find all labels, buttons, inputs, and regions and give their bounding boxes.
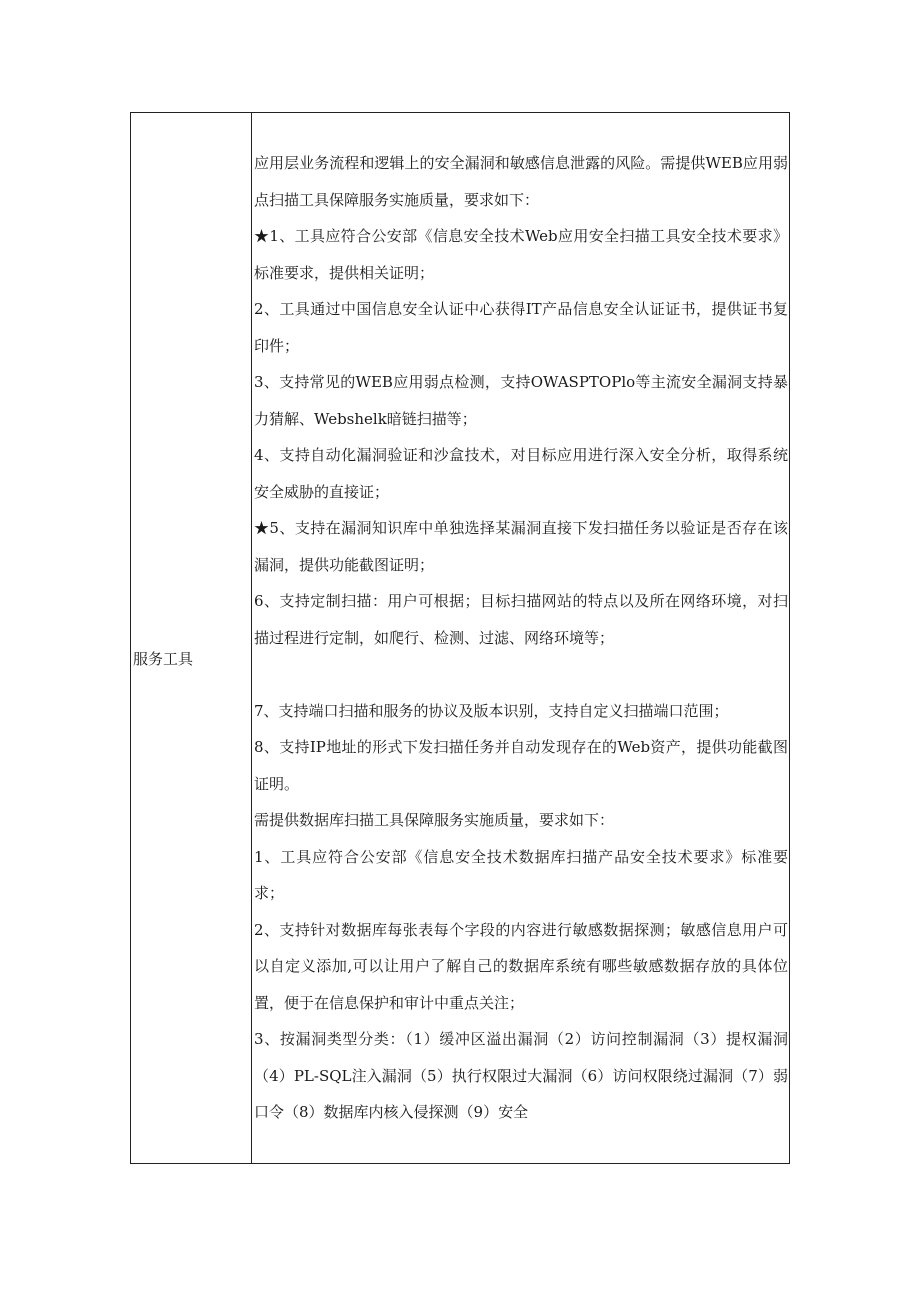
web-requirement-3: 3、支持常见的WEB应用弱点检测，支持OWASPTOPlo等主流安全漏洞支持暴力猜解、Webshelk暗链扫描等； <box>254 373 788 428</box>
web-requirement-7: 7、支持端口扫描和服务的协议及版本识别，支持自定义扫描端口范围； <box>254 701 729 720</box>
web-requirement-1: ★1、工具应符合公安部《信息安全技术Web应用安全扫描工具安全技术要求》标准要求，提供相关证明； <box>254 227 788 282</box>
db-requirement-1: 1、工具应符合公安部《信息安全技术数据库扫描产品安全技术要求》标准要求； <box>254 847 788 902</box>
blank-line <box>254 656 788 693</box>
content-cell <box>252 113 789 1163</box>
db-intro-paragraph: 需提供数据库扫描工具保障服务实施质量，要求如下： <box>254 811 615 829</box>
web-requirement-6: 6、支持定制扫描：用户可根据；目标扫描网站的特点以及所在网络环境，对扫描过程进行定制，如爬行、检测、过滤、网络环境等； <box>254 592 788 647</box>
db-requirement-2: 2、支持针对数据库每张表每个字段的内容进行敏感数据探测；敏感信息用户可以自定义添加,可以让用户了解自己的数据库系统有哪些敏感数据存放的具体位置，便于在信息保护和审计中重点关注； <box>254 920 788 1012</box>
requirements-text <box>254 145 788 1131</box>
web-requirement-4: 4、支持自动化漏洞验证和沙盒技术，对目标应用进行深入安全分析，取得系统安全威胁的直接证； <box>254 446 788 501</box>
requirements-table <box>130 112 790 1164</box>
web-requirement-8: 8、支持IP地址的形式下发扫描任务并自动发现存在的Web资产，提供功能截图证明。 <box>254 738 788 793</box>
db-requirement-3: 3、按漏洞类型分类：（1）缓冲区溢出漏洞（2）访问控制漏洞（3）提权漏洞（4）PL-SQL注入漏洞（5）执行权限过大漏洞（6）访问权限绕过漏洞（7）弱口令（8）数据库内核入侵探测（9）安全 <box>254 1030 788 1121</box>
intro-paragraph: 应用层业务流程和逻辑上的安全漏洞和敏感信息泄露的风险。需提供WEB应用弱点扫描工具保障服务实施质量，要求如下： <box>254 154 788 209</box>
web-requirement-5: ★5、支持在漏洞知识库中单独选择某漏洞直接下发扫描任务以验证是否存在该漏洞，提供功能截图证明； <box>254 519 788 574</box>
row-label: 服务工具 <box>133 650 194 668</box>
label-cell <box>131 113 252 1163</box>
web-requirement-2: 2、工具通过中国信息安全认证中心获得IT产品信息安全认证证书，提供证书复印件； <box>254 300 788 355</box>
